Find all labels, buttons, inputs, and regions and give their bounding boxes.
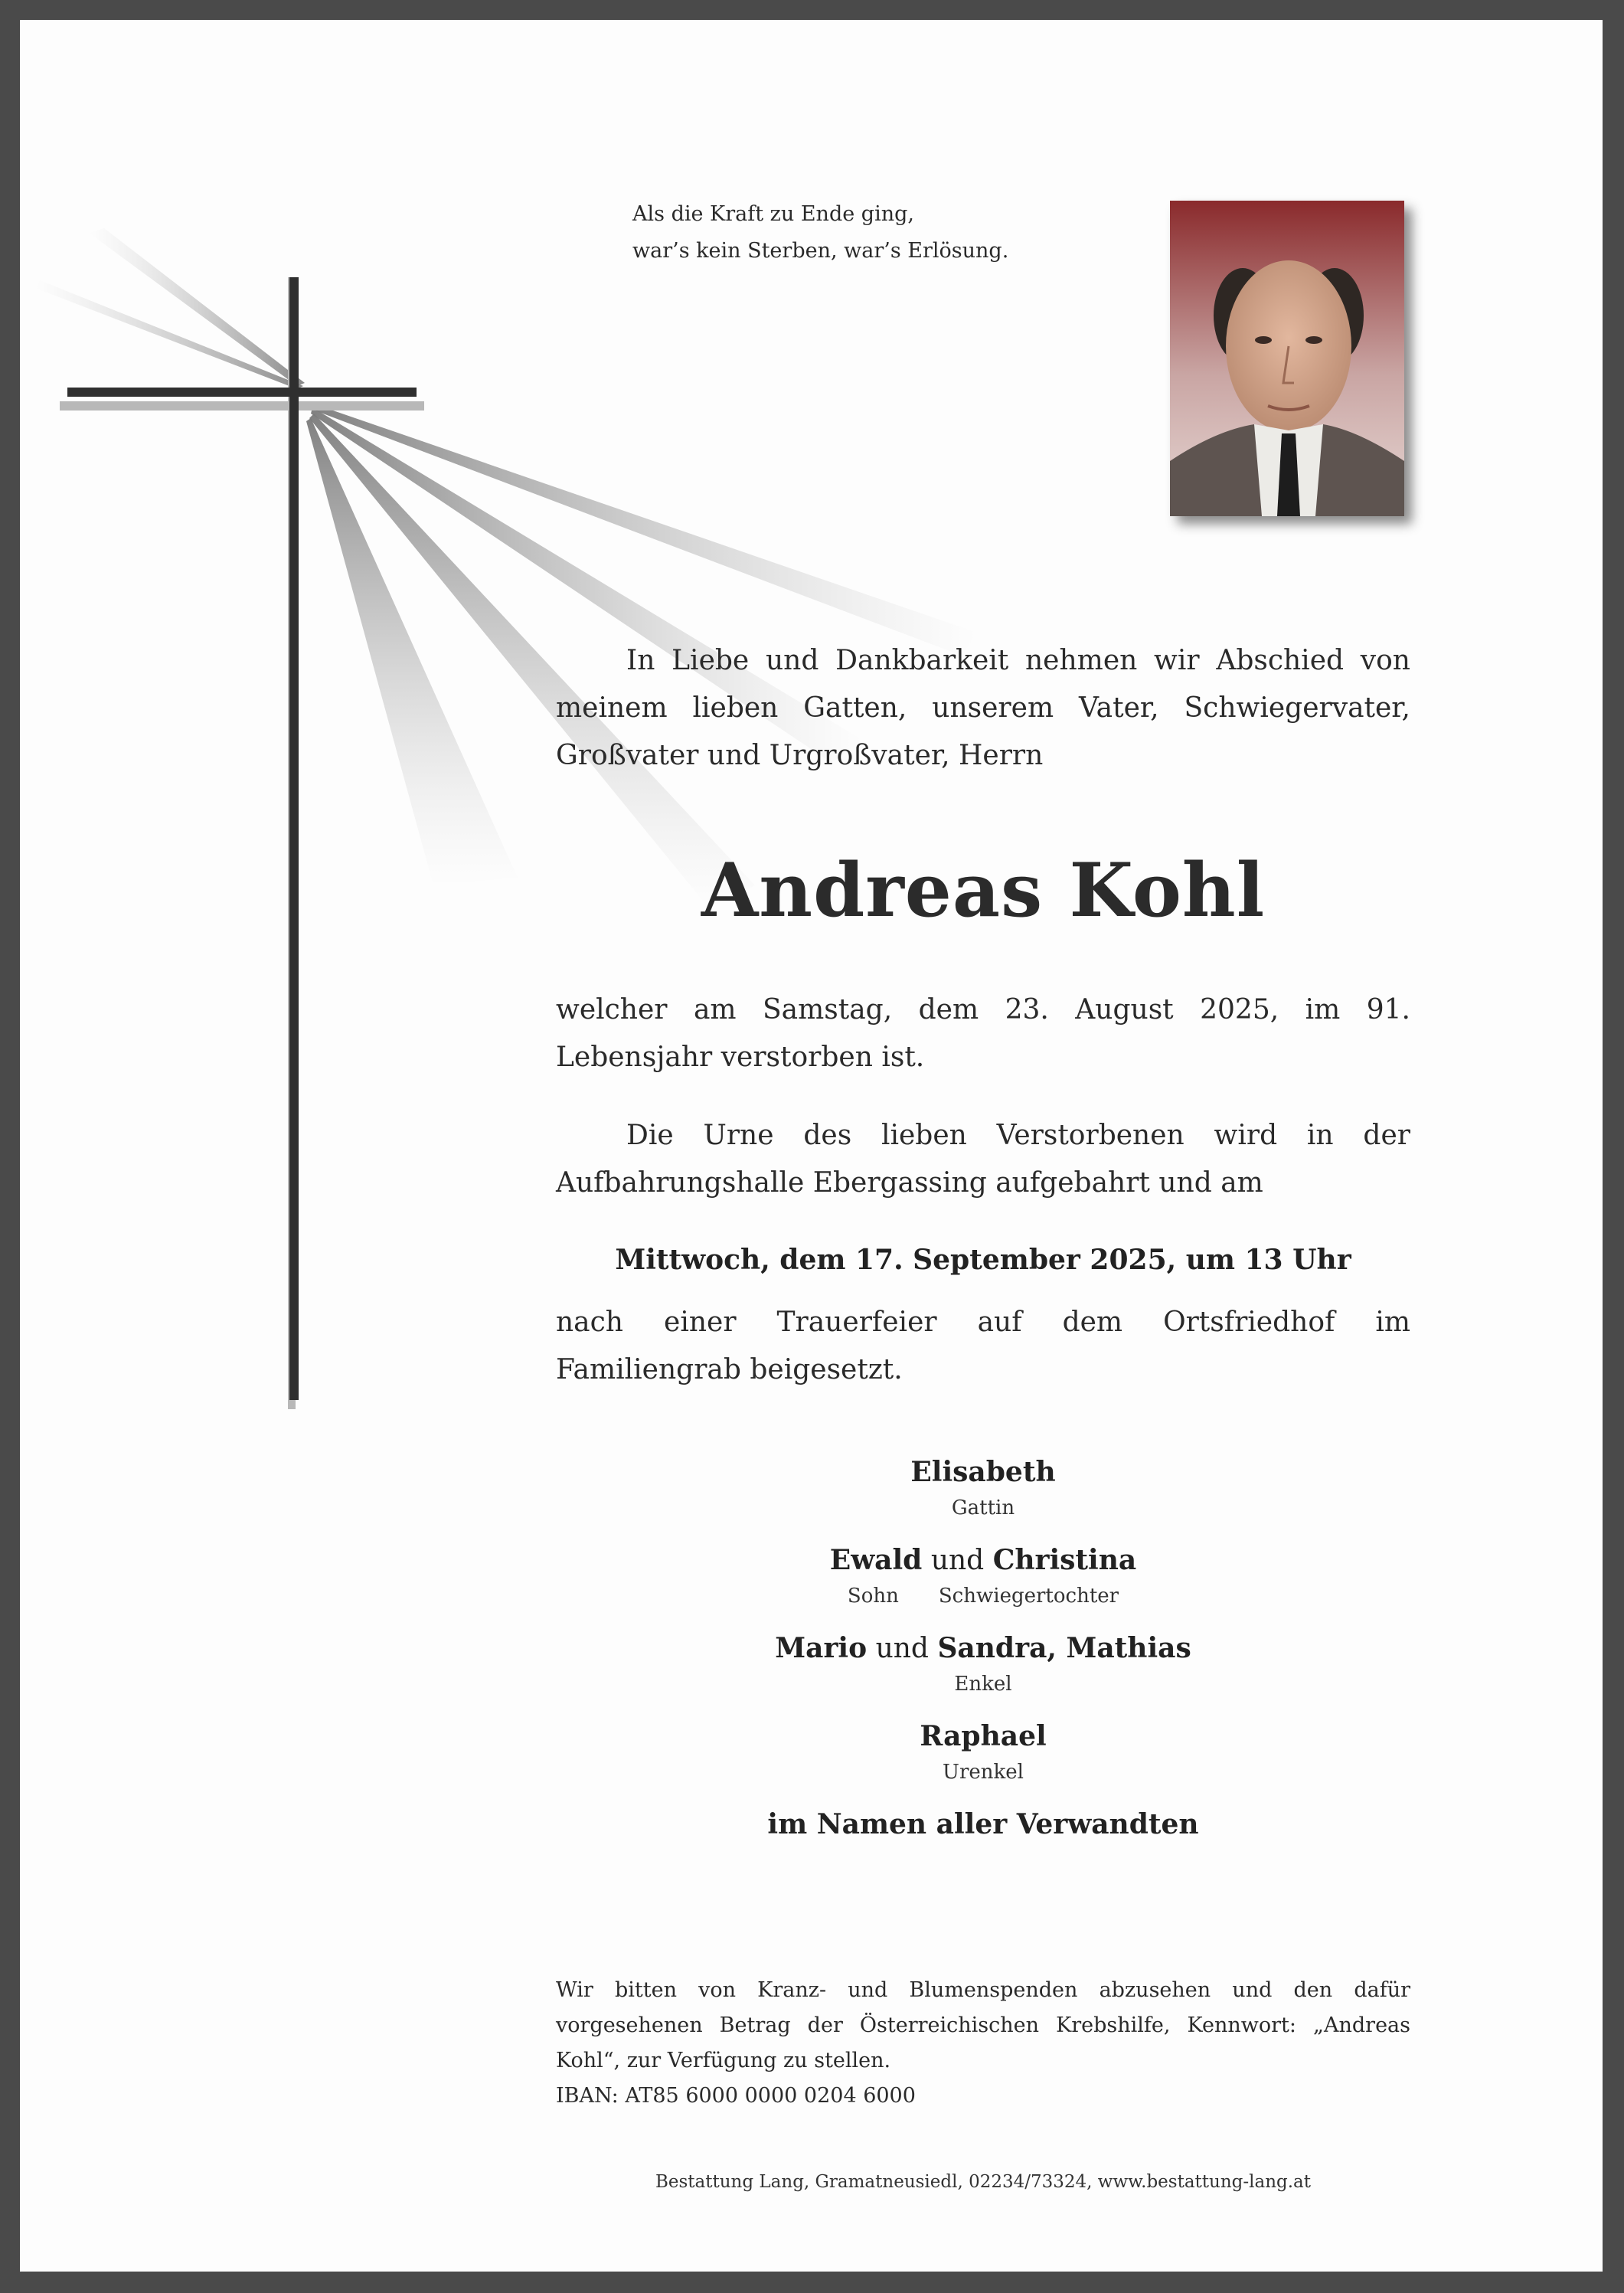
family-mario-names: Mario und Sandra, Mathias — [775, 1632, 1191, 1664]
motto — [632, 196, 1092, 270]
family-closing: im Namen aller Verwandten — [767, 1808, 1199, 1840]
family-raphael-role: Urenkel — [943, 1761, 1024, 1784]
intro-text: In Liebe und Dankbarkeit nehmen wir Abschied von meinem lieben Gatten, unserem Vater, Schwiegervater, Großvater und Urgroßvater, Herrn — [556, 645, 1410, 771]
ceremony-date: Mittwoch, dem 17. September 2025, um 13 Uhr — [615, 1244, 1351, 1276]
cross-vertical — [289, 277, 299, 1400]
donation-text: Wir bitten von Kranz- und Blumenspenden abzusehen und den dafür vorgesehenen Betrag der Österreichischen Krebshilfe, Kennwort: „Andreas Kohl“, zur Verfügung zu stellen. — [556, 1978, 1410, 2072]
urne-notice: Die Urne des lieben Verstorbenen wird in der Aufbahrungshalle Ebergassing aufgebahrt und am — [556, 1120, 1410, 1199]
obituary-page — [20, 20, 1603, 2272]
motto-line-1: Als die Kraft zu Ende ging, — [632, 202, 914, 226]
cross-horizontal — [67, 388, 417, 397]
ray-upper-1 — [89, 228, 305, 386]
portrait-photo — [1170, 201, 1404, 516]
ray-down-2 — [306, 418, 518, 885]
donation-request — [556, 1973, 1410, 2114]
family-ewald-roles: Sohn Schwiegertochter — [847, 1585, 1119, 1608]
funeral-home-footer: Bestattung Lang, Gramatneusiedl, 02234/73324, www.bestattung-lang.at — [655, 2172, 1312, 2192]
ray-upper-2 — [35, 280, 303, 389]
burial-notice: nach einer Trauerfeier auf dem Ortsfriedhof im Familiengrab beigesetzt. — [556, 1307, 1410, 1385]
deceased-name: Andreas Kohl — [701, 847, 1266, 934]
family-elisabeth-role: Gattin — [951, 1497, 1015, 1519]
family-mario-role: Enkel — [954, 1673, 1012, 1696]
donation-iban: IBAN: AT85 6000 0000 0204 6000 — [556, 2084, 916, 2108]
cross-shadow-horizontal — [60, 401, 424, 411]
death-notice: welcher am Samstag, dem 23. August 2025, im 91. Lebensjahr verstorben ist. — [556, 994, 1410, 1073]
motto-line-2: war’s kein Sterben, war’s Erlösung. — [632, 239, 1009, 263]
family-list — [556, 1452, 1410, 1844]
family-elisabeth-name: Elisabeth — [910, 1456, 1056, 1488]
family-raphael-name: Raphael — [920, 1720, 1047, 1752]
family-ewald-names: Ewald und Christina — [829, 1544, 1137, 1576]
